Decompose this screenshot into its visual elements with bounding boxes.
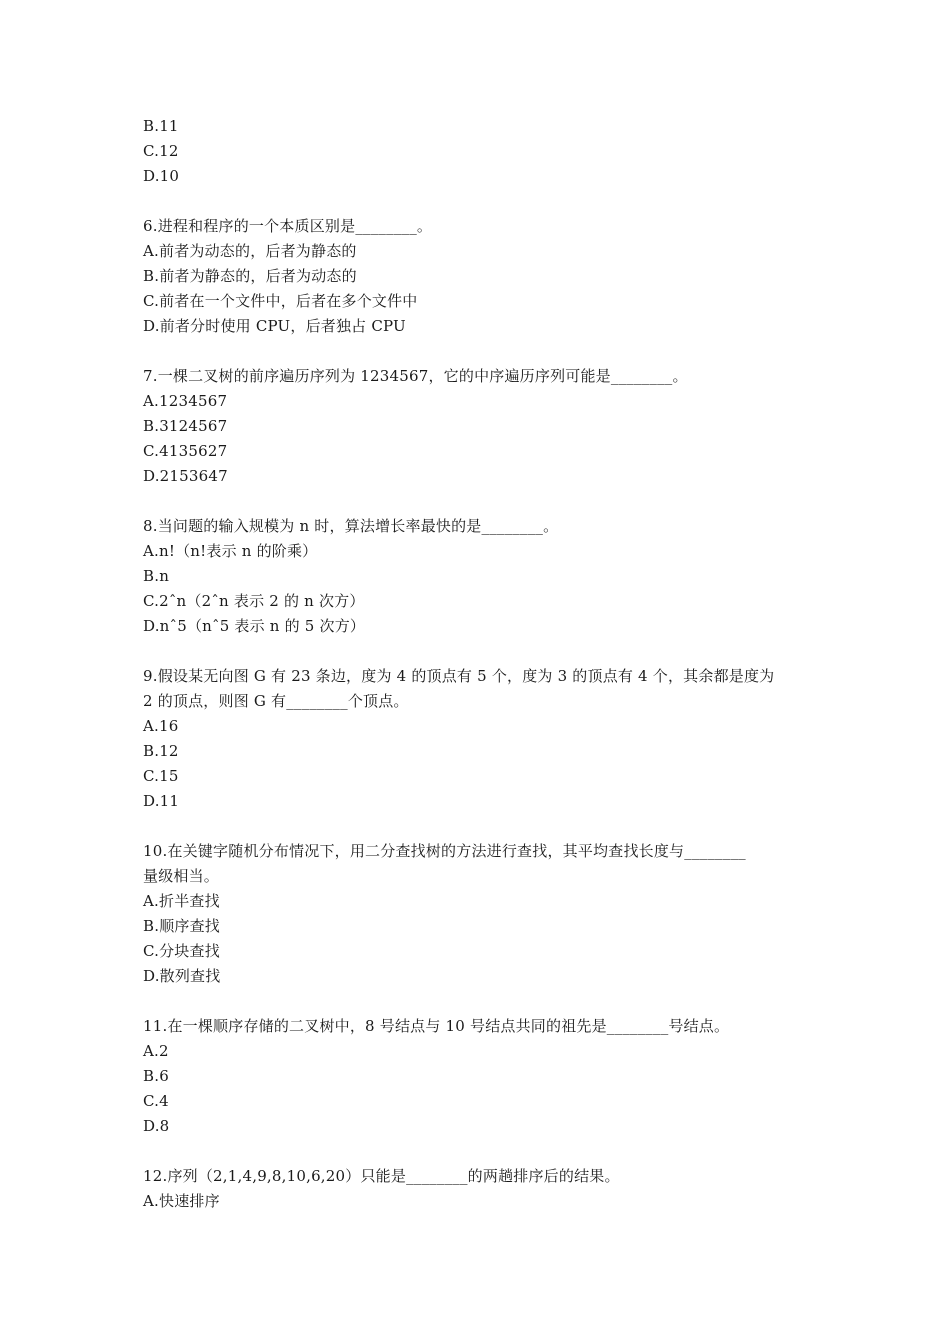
option-d: D.10 [143,167,180,185]
question-stem: 6.进程和程序的一个本质区别是________。 [143,217,433,235]
option-a: A.1234567 [143,392,228,410]
option-a: A.快速排序 [143,1192,220,1210]
question-12 [143,1164,823,1214]
option-b: B.前者为静态的，后者为动态的 [143,267,357,285]
option-d: D.8 [143,1117,170,1135]
option-c: C.15 [143,767,179,785]
option-a: A.16 [143,717,179,735]
option-b: B.n [143,567,170,585]
option-d: D.nˆ5（nˆ5 表示 n 的 5 次方） [143,617,366,635]
question-stem-line-2: 2 的顶点，则图 G 有________个顶点。 [143,692,409,710]
option-c: C.12 [143,142,179,160]
option-b: B.3124567 [143,417,228,435]
option-c: C.2ˆn（2ˆn 表示 2 的 n 次方） [143,592,365,610]
question-10 [143,839,823,989]
document-page [143,114,823,1214]
option-a: A.2 [143,1042,169,1060]
question-stem-line-1: 10.在关键字随机分布情况下，用二分查找树的方法进行查找，其平均查找长度与________ [143,842,746,860]
question-stem-line-2: 量级相当。 [143,867,220,885]
question-5-tail [143,114,823,189]
question-9 [143,664,823,814]
option-c: C.4 [143,1092,169,1110]
spacer [143,989,823,1014]
spacer [143,639,823,664]
option-b: B.11 [143,117,179,135]
option-c: C.分块查找 [143,942,220,960]
spacer [143,1139,823,1164]
option-a: A.前者为动态的，后者为静态的 [143,242,357,260]
option-d: D.散列查找 [143,967,221,985]
question-stem: 8.当问题的输入规模为 n 时，算法增长率最快的是________。 [143,517,559,535]
spacer [143,189,823,214]
option-b: B.12 [143,742,179,760]
question-stem: 12.序列（2,1,4,9,8,10,6,20）只能是________的两趟排序后的结果。 [143,1167,620,1185]
spacer [143,814,823,839]
spacer [143,339,823,364]
option-b: B.顺序查找 [143,917,220,935]
option-a: A.折半查找 [143,892,220,910]
option-c: C.4135627 [143,442,228,460]
option-d: D.11 [143,792,180,810]
option-b: B.6 [143,1067,169,1085]
option-d: D.2153647 [143,467,228,485]
question-stem: 7.一棵二叉树的前序遍历序列为 1234567，它的中序遍历序列可能是________。 [143,367,688,385]
question-11 [143,1014,823,1139]
question-stem: 11.在一棵顺序存储的二叉树中，8 号结点与 10 号结点共同的祖先是________号结点。 [143,1017,730,1035]
spacer [143,489,823,514]
option-a: A.n!（n!表示 n 的阶乘） [143,542,318,560]
question-8 [143,514,823,639]
option-c: C.前者在一个文件中，后者在多个文件中 [143,292,418,310]
question-6 [143,214,823,339]
option-d: D.前者分时使用 CPU，后者独占 CPU [143,317,406,335]
question-stem-line-1: 9.假设某无向图 G 有 23 条边，度为 4 的顶点有 5 个，度为 3 的顶点有 4 个，其余都是度为 [143,667,775,685]
question-7 [143,364,823,489]
